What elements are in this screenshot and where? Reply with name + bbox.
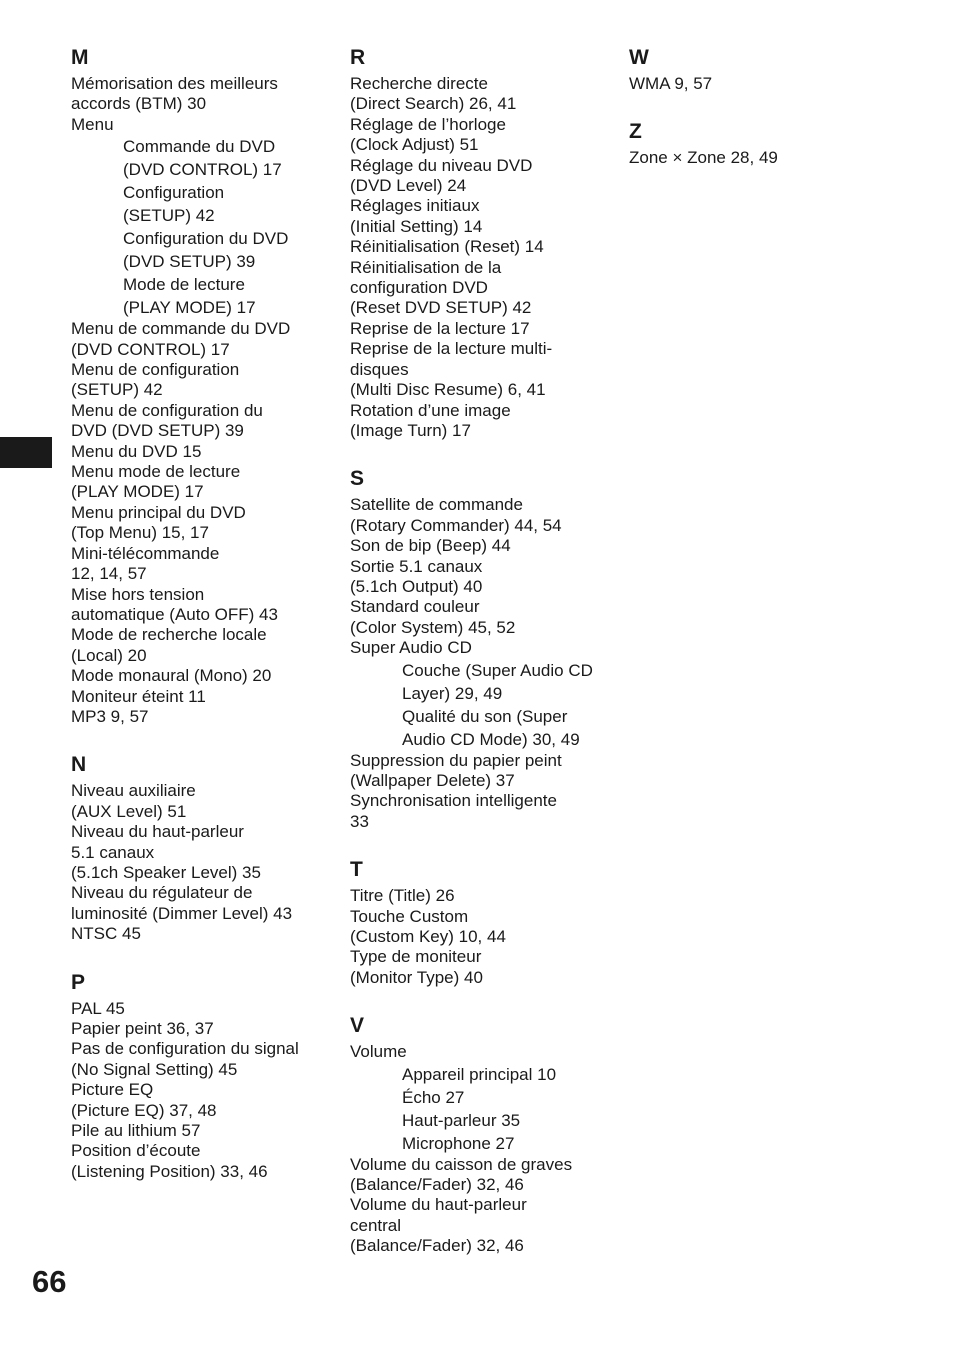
- entry-line: Réinitialisation (Reset) 14: [350, 237, 544, 257]
- index-entry: [350, 115, 612, 156]
- index-entry: [71, 585, 333, 626]
- section-letter: S: [350, 467, 365, 491]
- index-column-3: [629, 44, 891, 193]
- entry-line: Position d’écoute: [71, 1141, 201, 1161]
- index-entry: [350, 319, 612, 339]
- entry-line: Appareil principal 10: [402, 1064, 557, 1084]
- index-section: [350, 1012, 612, 1256]
- entry-line: Mini-télécommande: [71, 543, 220, 563]
- entry-line: Picture EQ: [71, 1080, 154, 1100]
- index-subentry: [71, 273, 333, 319]
- entry-line: (Clock Adjust) 51: [350, 135, 479, 155]
- entry-line: Niveau du régulateur de: [71, 883, 253, 903]
- entry-line: Standard couleur: [350, 597, 480, 617]
- index-entry: [350, 401, 612, 442]
- index-entry: [71, 1019, 333, 1039]
- index-section: [71, 44, 333, 727]
- section-letter: P: [71, 970, 86, 994]
- index-entry: [71, 666, 333, 686]
- index-entry: [350, 638, 612, 658]
- entry-line: Menu mode de lecture: [71, 462, 241, 482]
- entry-line: (Reset DVD SETUP) 42: [350, 298, 532, 318]
- entry-line: Menu de configuration du: [71, 400, 263, 420]
- index-section: [629, 44, 891, 94]
- entry-line: Audio CD Mode) 30, 49: [402, 729, 580, 749]
- index-section: [629, 118, 891, 168]
- entry-line: Titre (Title) 26: [350, 886, 455, 906]
- entry-line: Commande du DVD: [123, 137, 276, 157]
- index-entry: [71, 999, 333, 1019]
- index-column-1: [71, 44, 333, 1206]
- index-entry: [71, 707, 333, 727]
- entry-line: 5.1 canaux: [71, 842, 155, 862]
- entry-line: (5.1ch Speaker Level) 35: [71, 862, 261, 882]
- section-letter: N: [71, 753, 87, 777]
- index-column-2: [350, 44, 612, 1281]
- entry-line: (SETUP) 42: [71, 380, 163, 400]
- entry-line: Zone × Zone 28, 49: [629, 148, 778, 168]
- entry-line: Réglages initiaux: [350, 196, 480, 216]
- index-entry: [71, 625, 333, 666]
- entry-line: Mode monaural (Mono) 20: [71, 666, 272, 686]
- index-entry: [350, 1155, 612, 1196]
- index-subentry: [71, 227, 333, 273]
- entry-line: (Monitor Type) 40: [350, 967, 483, 987]
- entry-line: Touche Custom: [350, 906, 469, 926]
- entry-line: (Direct Search) 26, 41: [350, 94, 517, 114]
- entry-line: Réinitialisation de la: [350, 257, 502, 277]
- entry-line: NTSC 45: [71, 924, 141, 944]
- entry-line: 33: [350, 811, 369, 831]
- index-entry: [71, 442, 333, 462]
- index-subentry: [71, 181, 333, 227]
- index-entry: [71, 503, 333, 544]
- entry-line: Suppression du papier peint: [350, 750, 562, 770]
- index-entry: [71, 462, 333, 503]
- entry-line: Menu principal du DVD: [71, 502, 246, 522]
- entry-line: (Image Turn) 17: [350, 420, 471, 440]
- entry-line: (Top Menu) 15, 17: [71, 523, 209, 543]
- index-entry: [350, 237, 612, 257]
- entry-line: disques: [350, 359, 409, 379]
- index-entry: [71, 319, 333, 360]
- entry-line: WMA 9, 57: [629, 74, 713, 93]
- index-entry: [71, 781, 333, 822]
- index-entry: [350, 751, 612, 792]
- entry-line: Sortie 5.1 canaux: [350, 556, 483, 576]
- entry-line: PAL 45: [71, 998, 125, 1018]
- entry-line: Menu: [71, 114, 114, 134]
- index-entry: [350, 339, 612, 400]
- index-entry: [350, 156, 612, 197]
- entry-line: central: [350, 1215, 402, 1235]
- index-entry: [71, 115, 333, 135]
- index-entry: [71, 883, 333, 924]
- entry-line: Moniteur éteint 11: [71, 686, 206, 706]
- entry-line: (Listening Position) 33, 46: [71, 1161, 268, 1181]
- index-entry: [71, 822, 333, 883]
- entry-line: (SETUP) 42: [123, 206, 215, 226]
- index-subentry: [350, 705, 612, 751]
- index-entry: [350, 1195, 612, 1256]
- entry-line: configuration DVD: [350, 278, 488, 298]
- page-number: 66: [32, 1264, 67, 1299]
- entry-line: (Color System) 45, 52: [350, 617, 516, 637]
- index-entry: [350, 495, 612, 536]
- section-letter: T: [350, 858, 363, 882]
- entry-line: Configuration: [123, 183, 225, 203]
- entry-line: (DVD SETUP) 39: [123, 252, 256, 272]
- entry-line: (PLAY MODE) 17: [71, 482, 204, 502]
- entry-line: Réglage de l’horloge: [350, 114, 506, 134]
- section-letter: V: [350, 1014, 365, 1038]
- index-entry: [71, 924, 333, 944]
- entry-line: Menu du DVD 15: [71, 441, 202, 461]
- entry-line: Recherche directe: [350, 74, 488, 93]
- entry-line: Réglage du niveau DVD: [350, 155, 533, 175]
- index-entry: [71, 360, 333, 401]
- entry-line: (DVD CONTROL) 17: [71, 339, 230, 359]
- entry-line: Super Audio CD: [350, 638, 472, 658]
- entry-line: (PLAY MODE) 17: [123, 298, 256, 318]
- entry-line: automatique (Auto OFF) 43: [71, 604, 278, 624]
- entry-line: Satellite de commande: [350, 495, 523, 515]
- index-entry: [71, 687, 333, 707]
- entry-line: Haut-parleur 35: [402, 1110, 521, 1130]
- entry-line: Configuration du DVD: [123, 229, 289, 249]
- index-entry: [350, 74, 612, 115]
- entry-line: Menu de configuration: [71, 360, 240, 380]
- entry-line: Reprise de la lecture multi-: [350, 339, 553, 359]
- entry-line: Pile au lithium 57: [71, 1121, 201, 1141]
- entry-line: Écho 27: [402, 1087, 465, 1107]
- entry-line: (Local) 20: [71, 645, 147, 665]
- entry-line: Son de bip (Beep) 44: [350, 536, 511, 556]
- entry-line: Volume du caisson de graves: [350, 1154, 573, 1174]
- index-entry: [350, 907, 612, 948]
- index-entry: [71, 1121, 333, 1141]
- index-subentry: [350, 659, 612, 705]
- index-section: [350, 856, 612, 988]
- entry-line: DVD (DVD SETUP) 39: [71, 421, 244, 441]
- entry-line: Layer) 29, 49: [402, 683, 503, 703]
- entry-line: (Balance/Fader) 32, 46: [350, 1175, 524, 1195]
- index-entry: [350, 947, 612, 988]
- entry-line: Synchronisation intelligente: [350, 791, 557, 811]
- entry-line: (5.1ch Output) 40: [350, 576, 483, 596]
- index-entry: [629, 74, 891, 94]
- index-entry: [350, 258, 612, 319]
- entry-line: Mémorisation des meilleurs: [71, 74, 278, 93]
- entry-line: 12, 14, 57: [71, 564, 147, 584]
- section-letter: Z: [629, 120, 642, 144]
- entry-line: Menu de commande du DVD: [71, 319, 291, 339]
- index-entry: [71, 1141, 333, 1182]
- entry-line: (Picture EQ) 37, 48: [71, 1100, 217, 1120]
- index-section: [350, 465, 612, 832]
- index-subentry: [350, 1132, 612, 1155]
- entry-line: Mode de recherche locale: [71, 625, 267, 645]
- index-entry: [629, 148, 891, 168]
- entry-line: Volume: [350, 1042, 407, 1062]
- entry-line: (AUX Level) 51: [71, 801, 187, 821]
- entry-line: (DVD CONTROL) 17: [123, 160, 282, 180]
- index-entry: [71, 1080, 333, 1121]
- entry-line: Pas de configuration du signal: [71, 1039, 299, 1059]
- entry-line: MP3 9, 57: [71, 706, 149, 726]
- index-section: [71, 751, 333, 944]
- index-entry: [71, 1039, 333, 1080]
- entry-line: Papier peint 36, 37: [71, 1019, 214, 1038]
- index-subentry: [71, 135, 333, 181]
- entry-line: Couche (Super Audio CD: [402, 660, 593, 680]
- entry-line: accords (BTM) 30: [71, 94, 207, 114]
- entry-line: (Custom Key) 10, 44: [350, 927, 506, 946]
- entry-line: (Rotary Commander) 44, 54: [350, 515, 562, 535]
- section-letter: W: [629, 46, 649, 69]
- entry-line: Niveau du haut-parleur: [71, 822, 244, 842]
- entry-line: (DVD Level) 24: [350, 176, 467, 196]
- section-letter: M: [71, 46, 89, 69]
- index-entry: [350, 196, 612, 237]
- entry-line: (Wallpaper Delete) 37: [350, 770, 515, 790]
- entry-line: (Balance/Fader) 32, 46: [350, 1236, 524, 1256]
- index-entry: [71, 74, 333, 115]
- entry-line: Microphone 27: [402, 1133, 515, 1153]
- index-entry: [350, 1042, 612, 1062]
- entry-line: (No Signal Setting) 45: [71, 1059, 238, 1079]
- index-section: [350, 44, 612, 441]
- entry-line: Type de moniteur: [350, 947, 482, 967]
- entry-line: Volume du haut-parleur: [350, 1195, 527, 1215]
- index-subentry: [350, 1063, 612, 1086]
- index-entry: [350, 536, 612, 556]
- index-section: [71, 969, 333, 1183]
- entry-line: Qualité du son (Super: [402, 706, 568, 726]
- index-entry: [350, 557, 612, 598]
- index-entry: [350, 886, 612, 906]
- index-entry: [350, 597, 612, 638]
- index-subentry: [350, 1109, 612, 1132]
- entry-line: (Initial Setting) 14: [350, 216, 483, 236]
- entry-line: Mise hors tension: [71, 584, 205, 604]
- index-entry: [71, 401, 333, 442]
- entry-line: Mode de lecture: [123, 275, 245, 295]
- side-index-tab: [0, 437, 52, 468]
- entry-line: Niveau auxiliaire: [71, 781, 196, 801]
- index-subentry: [350, 1086, 612, 1109]
- entry-line: (Multi Disc Resume) 6, 41: [350, 380, 546, 400]
- entry-line: luminosité (Dimmer Level) 43: [71, 903, 293, 923]
- index-entry: [71, 544, 333, 585]
- entry-line: Rotation d’une image: [350, 400, 511, 420]
- section-letter: R: [350, 46, 366, 69]
- entry-line: Reprise de la lecture 17: [350, 318, 530, 338]
- index-entry: [350, 791, 612, 832]
